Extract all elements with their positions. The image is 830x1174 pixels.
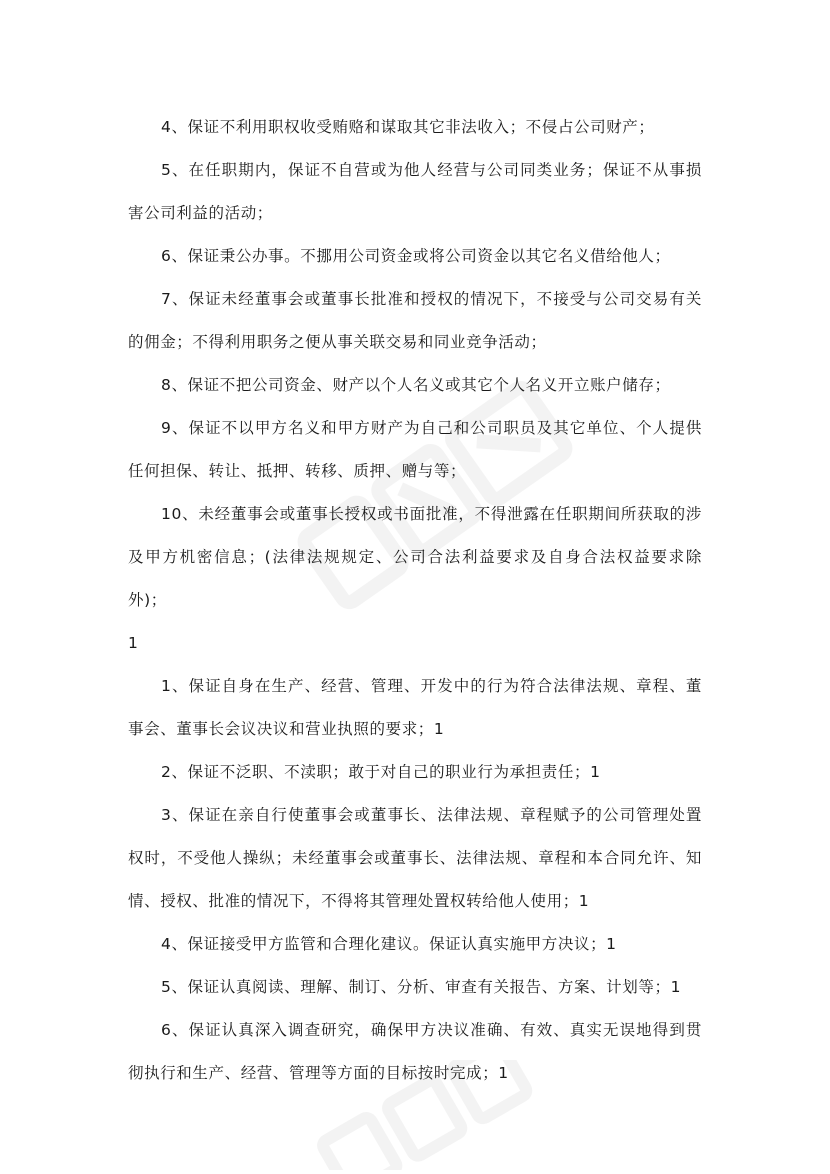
paragraph-5: 8、保证不把公司资金、财产以个人名义或其它个人名义开立账户储存；: [161, 376, 671, 394]
paragraph-4: 7、保证未经董事会或董事长批准和授权的情况下，不接受与公司交易有关的佣金；不得利用职务之便从事关联交易和同业竞争活动；: [128, 290, 702, 351]
paragraph-9: 1、保证自身在生产、经营、管理、开发中的行为符合法律法规、章程、董事会、董事长会议决议和营业执照的要求；1: [128, 677, 702, 738]
paragraph-14: 6、保证认真深入调查研究，确保甲方决议准确、有效、真实无误地得到贯彻执行和生产、经营、管理等方面的目标按时完成；1: [128, 1021, 702, 1082]
paragraph-12: 4、保证接受甲方监管和合理化建议。保证认真实施甲方决议；1: [161, 935, 617, 953]
paragraph-6: 9、保证不以甲方名义和甲方财产为自己和公司职员及其它单位、个人提供任何担保、转让、抵押、转移、质押、赠与等；: [128, 419, 702, 480]
paragraph-8: 1: [128, 634, 139, 652]
paragraph-1: 4、保证不利用职权收受贿赂和谋取其它非法收入；不侵占公司财产；: [161, 118, 655, 136]
document-body: [128, 106, 702, 1095]
paragraph-2: 5、在任职期内，保证不自营或为他人经营与公司同类业务；保证不从事损害公司利益的活动；: [128, 161, 702, 222]
paragraph-11: 3、保证在亲自行使董事会或董事长、法律法规、章程赋予的公司管理处置权时，不受他人操纵；未经董事会或董事长、法律法规、章程和本合同允许、知情、授权、批准的情况下，不得将其管理处置权转给他人使用；1: [128, 806, 702, 910]
paragraph-7: 10、未经董事会或董事长授权或书面批准，不得泄露在任职期间所获取的涉及甲方机密信息；(法律法规规定、公司合法利益要求及自身合法权益要求除外)；: [128, 505, 702, 609]
paragraph-3: 6、保证秉公办事。不挪用公司资金或将公司资金以其它名义借给他人；: [161, 247, 671, 265]
paragraph-10: 2、保证不泛职、不渎职；敢于对自己的职业行为承担责任；1: [161, 763, 601, 781]
paragraph-13: 5、保证认真阅读、理解、制订、分析、审查有关报告、方案、计划等；1: [161, 978, 682, 996]
